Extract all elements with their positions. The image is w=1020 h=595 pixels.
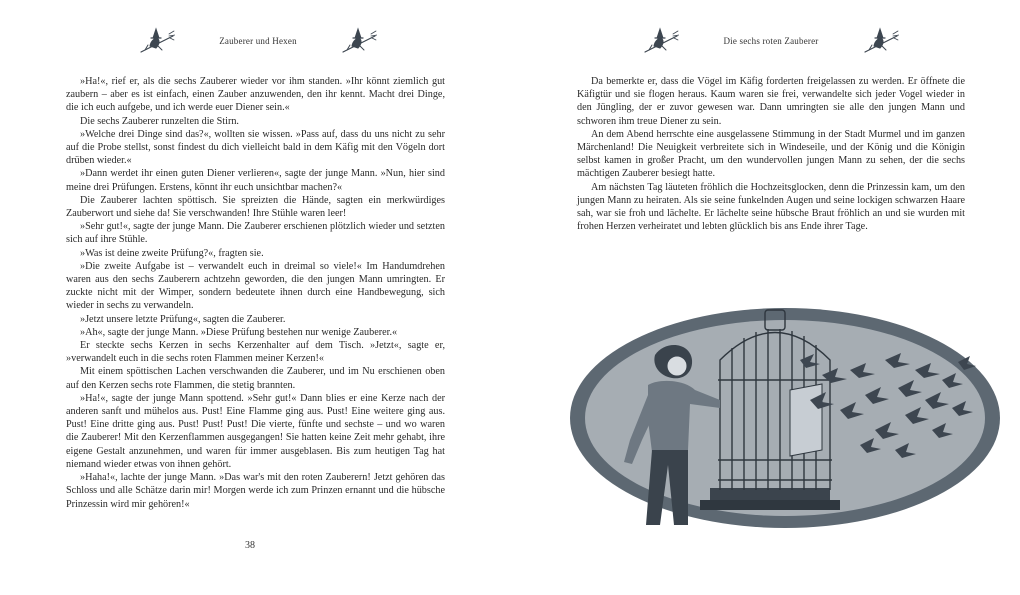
- witch-on-broom-icon: [863, 26, 899, 56]
- paragraph: Da bemerkte er, dass die Vögel im Käfig forderten freigelassen zu werden. Er öffnete die Käfigtür und sie flogen heraus. Kaum waren sie frei, verwandelte sich jeder Vogel wieder in den Jüngling, der er zuvor gewesen war. Dann umringten sie alle den jungen Mann und schworen ihm treue Diener zu sein.: [577, 76, 965, 127]
- witch-on-broom-icon: [341, 26, 377, 56]
- left-page-header: [108, 26, 408, 56]
- page-number: 38: [245, 540, 255, 551]
- cage-plinth: [710, 488, 830, 502]
- birdcage-illustration: [560, 300, 1000, 532]
- left-page-body-text: [66, 75, 445, 511]
- paragraph: »Ah«, sagte der junge Mann. »Diese Prüfung bestehen nur wenige Zauberer.«: [80, 326, 398, 338]
- right-page: [510, 0, 1020, 595]
- paragraph: »Ha!«, rief er, als die sechs Zauberer wieder vor ihm standen. »Ihr könnt ziemlich gut zaubern – aber es ist einfach, einen Zauber anzuwenden, den ihr kennt. Macht drei Dinge, die ich euch aufgebe, und ich werde euer Diener sein.«: [66, 76, 445, 114]
- paragraph: »Jetzt unsere letzte Prüfung«, sagten die Zauberer.: [80, 313, 286, 325]
- right-page-body-text: [577, 75, 965, 233]
- paragraph: Mit einem spöttischen Lachen verschwanden die Zauberer, und im Nu erschienen oben auf den Kerzen sechs rote Flammen, die stetig brannten.: [66, 366, 445, 391]
- illustration-birdcage: [560, 300, 1000, 532]
- witch-on-broom-icon: [139, 26, 175, 56]
- cage-door: [790, 384, 822, 456]
- paragraph: »Welche drei Dinge sind das?«, wollten sie wissen. »Pass auf, dass du uns nicht zu sehr auf die Probe stellst, sonst findest du dich vielleicht bald in dem Käfig mit den Vögeln dort drüben wieder.«: [66, 128, 445, 167]
- paragraph: Am nächsten Tag läuteten fröhlich die Hochzeitsglocken, denn die Prinzessin kam, um den jungen Mann zu heiraten. Als sie seine funkelnden Augen und seine lockigen schwarzen Haare sah, war sie froh und lächelte. Er lächelte seine hübsche Braut fröhlich an und sie wurden mit frohen Herzen verheiratet und lebten glücklich bis ans Ende ihrer Tage.: [577, 181, 965, 233]
- paragraph: Die Zauberer lachten spöttisch. Sie spreizten die Hände, sagten ein merkwürdiges Zauberwort und siehe da! Sie verschwanden! Ihre Stühle waren leer!: [66, 194, 445, 220]
- paragraph: »Dann werdet ihr einen guten Diener verlieren«, sagte der junge Mann. »Nun, hier sind meine drei Prüfungen. Erstens, könnt ihr euch unsichtbar machen?«: [66, 168, 445, 193]
- right-page-header: [621, 26, 921, 56]
- right-page-running-title: Die sechs roten Zauberer: [723, 36, 819, 46]
- young-man-face: [667, 356, 687, 376]
- paragraph: Die sechs Zauberer runzelten die Stirn.: [80, 115, 239, 127]
- witch-on-broom-icon: [643, 26, 679, 56]
- paragraph: »Haha!«, lachte der junge Mann. »Das war's mit den roten Zauberern! Jetzt gehören das Schloss und alle Schätze darin mir! Morgen werde ich zum Prinzen ernannt und die hübsche Prinzessin wird mir gehören!«: [66, 472, 445, 510]
- paragraph: »Sehr gut!«, sagte der junge Mann. Die Zauberer erschienen plötzlich wieder und setzten sich auf ihre Stühle.: [66, 221, 445, 246]
- paragraph: »Ha!«, sagte der junge Mann spottend. »Sehr gut!« Dann blies er eine Kerze nach der anderen sanft und mühelos aus. Pust! Eine Flamme ging aus. Pust! Eine weitere ging aus. Pust! Eine dritte ging aus. Pust! Pust! Pust! Die vierte, fünfte und sechste – und wo waren die Zauberer! Mit den Kerzenflammen ausgegangen! Sie hatten keine Zeit mehr gehabt, ihre eigene Gestalt anzunehmen, und waren für immer ausgeblasen. Bis zum heutigen Tag hat niemand wieder etwas von ihnen gehört.: [66, 392, 445, 470]
- left-page-running-title: Zauberer und Hexen: [219, 36, 297, 46]
- paragraph: »Was ist deine zweite Prüfung?«, fragten sie.: [80, 247, 264, 259]
- paragraph: Er steckte sechs Kerzen in sechs Kerzenhalter auf dem Tisch. »Jetzt«, sagte er, »verwandelt euch in die sechs roten Flammen meiner Kerzen!«: [66, 340, 445, 365]
- paragraph: »Die zweite Aufgabe ist – verwandelt euch in dreimal so viele!« Im Handumdrehen waren aus den sechs Zauberern achtzehn geworden, die den jungen Mann umringten. Er zuckte nicht mit der Wimper, sondern bedeutete ihnen durch eine Handbewegung, sich wieder in sechs zu verwandeln.: [66, 260, 445, 312]
- paragraph: An dem Abend herrschte eine ausgelassene Stimmung in der Stadt Murmel und im ganzen Märchenland! Die Neuigkeit verbreitete sich in Windeseile, und der König und die Königin selbst kamen in großer Pracht, um den wundervollen jungen Mann zu sehen, der die sechs mächtigen Zauberer besiegt hatte.: [577, 128, 965, 180]
